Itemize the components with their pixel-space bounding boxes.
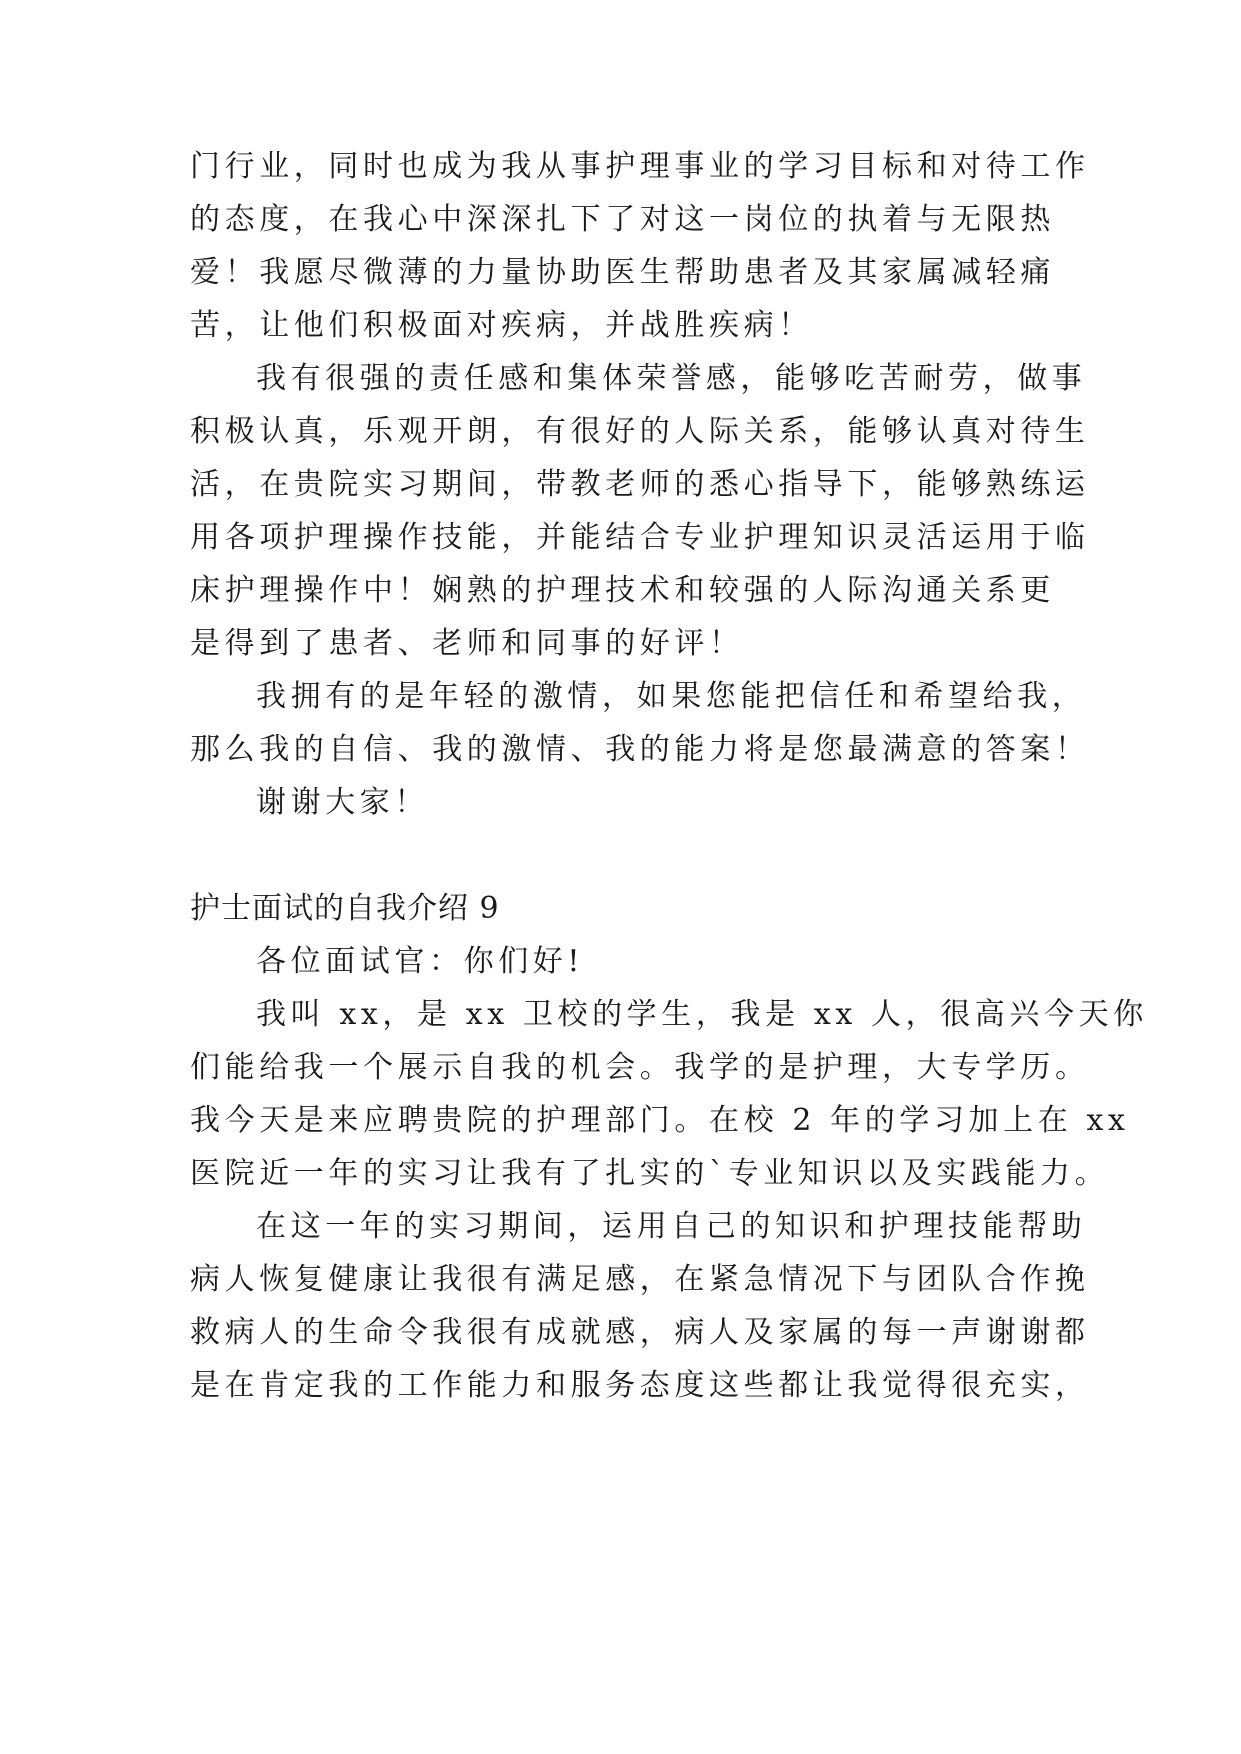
text-line: 医院近一年的实习让我有了扎实的`专业知识以及实践能力。 (190, 1156, 1110, 1191)
text-line: 救病人的生命令我很有成就感，病人及家属的每一声谢谢都 (190, 1315, 1090, 1350)
text-line: 积极认真，乐观开朗，有很好的人际关系，能够认真对待生 (190, 414, 1090, 449)
text-line: 那么我的自信、我的激情、我的能力将是您最满意的答案！ (190, 732, 1090, 767)
text-line: 们能给我一个展示自我的机会。我学的是护理，大专学历。 (190, 1050, 1090, 1085)
paragraph-first-line: 我有很强的责任感和集体荣誉感，能够吃苦耐劳，做事 (256, 361, 1087, 396)
paragraph-first-line: 我叫 xx，是 xx 卫校的学生，我是 xx 人，很高兴今天你 (256, 997, 1148, 1032)
text-line: 爱！我愿尽微薄的力量协助医生帮助患者及其家属减轻痛 (190, 255, 1055, 290)
text-line: 的态度，在我心中深深扎下了对这一岗位的执着与无限热 (190, 202, 1055, 237)
text-line: 床护理操作中！娴熟的护理技术和较强的人际沟通关系更 (190, 573, 1055, 608)
text-line: 是在肯定我的工作能力和服务态度这些都让我觉得很充实， (190, 1368, 1090, 1403)
text-line: 门行业，同时也成为我从事护理事业的学习目标和对待工作 (190, 149, 1090, 184)
text-line: 用各项护理操作技能，并能结合专业护理知识灵活运用于临 (190, 520, 1090, 555)
text-line: 病人恢复健康让我很有满足感，在紧急情况下与团队合作挽 (190, 1262, 1090, 1297)
greeting-line: 各位面试官：你们好! (256, 944, 585, 979)
paragraph-first-line: 我拥有的是年轻的激情，如果您能把信任和希望给我， (256, 679, 1087, 714)
text-line: 我今天是来应聘贵院的护理部门。在校 2 年的学习加上在 xx (190, 1103, 1130, 1138)
text-line: 是得到了患者、老师和同事的好评！ (190, 626, 744, 661)
paragraph-first-line: 在这一年的实习期间，运用自己的知识和护理技能帮助 (256, 1209, 1087, 1244)
closing-line: 谢谢大家！ (256, 785, 429, 820)
text-line: 活，在贵院实习期间，带教老师的悉心指导下，能够熟练运 (190, 467, 1090, 502)
section-heading: 护士面试的自我介绍 9 (190, 891, 500, 926)
text-line: 苦，让他们积极面对疾病，并战胜疾病！ (190, 308, 813, 343)
